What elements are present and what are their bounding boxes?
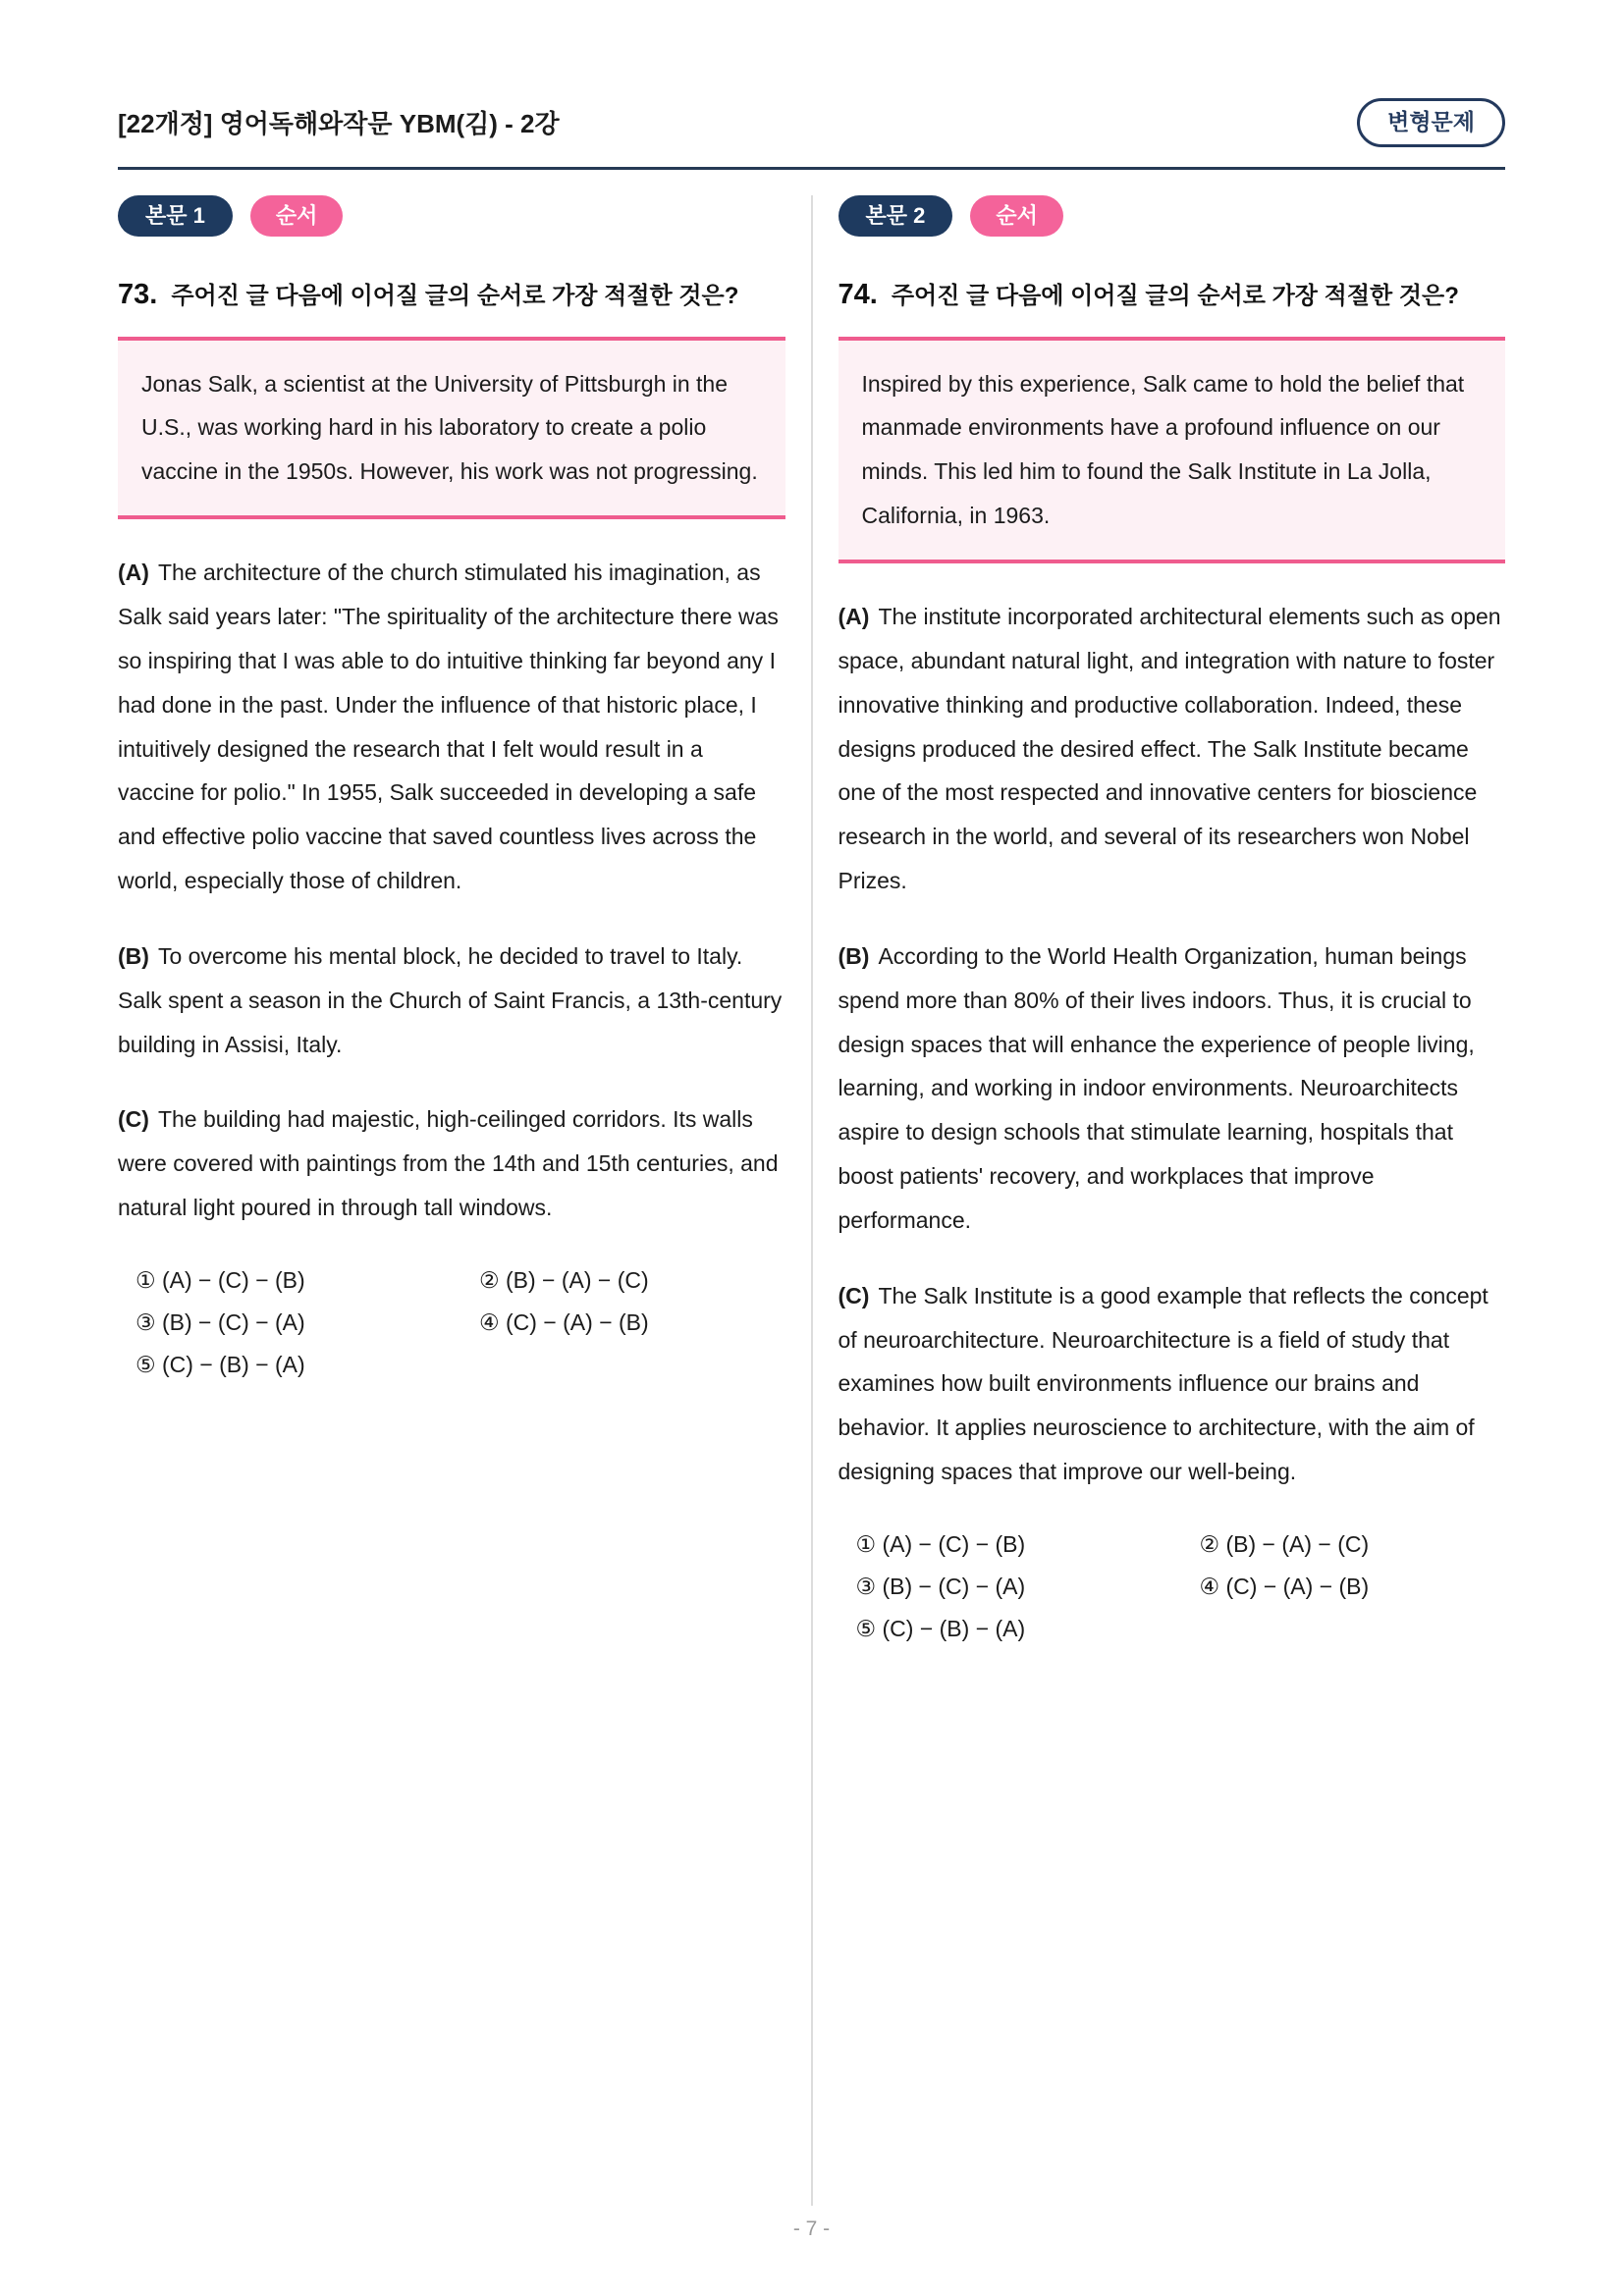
source-badge: 본문 2	[839, 195, 953, 237]
badge-row	[118, 195, 785, 237]
option-2: ② (B) − (A) − (C)	[479, 1266, 649, 1293]
paragraph-a	[839, 595, 1506, 903]
paragraph-text: The building had majestic, high-ceilinged corridors. Its walls were covered with paintings from the 14th and 15th centuries, and natural light poured in through tall windows.	[118, 1106, 779, 1221]
option-2: ② (B) − (A) − (C)	[1199, 1531, 1370, 1557]
passage-box	[839, 337, 1506, 563]
paragraph-c	[839, 1274, 1506, 1494]
paragraph-label: (C)	[838, 1282, 870, 1308]
passage-box	[118, 337, 785, 520]
option-1: ① (A) − (C) − (B)	[855, 1531, 1026, 1557]
page-header	[118, 98, 1505, 147]
badge-row	[839, 195, 1506, 237]
question-prompt: 주어진 글 다음에 이어질 글의 순서로 가장 적절한 것은?	[171, 282, 739, 309]
question-title	[839, 276, 1506, 311]
options-list	[118, 1267, 785, 1378]
options-list	[839, 1531, 1506, 1642]
paragraph-b	[839, 934, 1506, 1243]
option-5: ⑤ (C) − (B) − (A)	[855, 1616, 1026, 1641]
paragraph-c	[118, 1097, 785, 1230]
paragraph-label: (A)	[838, 603, 870, 629]
question-number: 73.	[118, 278, 158, 310]
variant-problem-badge: 변형문제	[1357, 98, 1505, 147]
header-rule	[118, 167, 1505, 170]
two-column-layout	[118, 195, 1505, 2206]
option-3: ③ (B) − (C) − (A)	[855, 1574, 1026, 1599]
paragraph-label: (C)	[118, 1106, 149, 1133]
type-badge: 순서	[970, 195, 1063, 237]
paragraph-text: To overcome his mental block, he decided to travel to Italy. Salk spent a season in the Church of Saint Francis, a 13th-century building in Assisi, Italy.	[118, 942, 783, 1057]
paragraph-label: (B)	[838, 942, 870, 969]
paragraph-label: (A)	[118, 560, 149, 586]
paragraph-b	[118, 934, 785, 1067]
passage-text: Inspired by this experience, Salk came to hold the belief that manmade environments have a profound influence on our minds. This led him to found the Salk Institute in La Jolla, California, in 1963.	[861, 370, 1465, 529]
option-1: ① (A) − (C) − (B)	[135, 1266, 305, 1293]
option-4: ④ (C) − (A) − (B)	[1199, 1574, 1370, 1599]
source-badge: 본문 1	[118, 195, 233, 237]
option-5: ⑤ (C) − (B) − (A)	[135, 1351, 305, 1377]
question-column-73	[118, 195, 811, 2206]
question-column-74	[813, 195, 1506, 2206]
question-number: 74.	[838, 278, 878, 310]
question-prompt: 주어진 글 다음에 이어질 글의 순서로 가장 적절한 것은?	[891, 282, 1459, 309]
type-badge: 순서	[250, 195, 344, 237]
paragraph-text: The Salk Institute is a good example that reflects the concept of neuroarchitecture. Neuroarchitecture is a field of study that examines how built environments influence our brains and behavior. It applies neuroscience to architecture, with the aim of designing spaces that improve our well-being.	[838, 1282, 1488, 1485]
paragraph-label: (B)	[118, 942, 149, 969]
option-3: ③ (B) − (C) − (A)	[135, 1308, 305, 1335]
paragraph-text: The institute incorporated architectural elements such as open space, abundant natural light, and integration with nature to foster innovative thinking and productive collaboration. Indeed, these designs produced the desired effect. The Salk Institute became one of the most respected and innovative centers for bioscience research in the world, and several of its researchers won Nobel Prizes.	[838, 603, 1501, 894]
passage-text: Jonas Salk, a scientist at the University of Pittsburgh in the U.S., was working hard in his laboratory to create a polio vaccine in the 1950s. However, his work was not progressing.	[141, 370, 758, 485]
paragraph-a	[118, 551, 785, 903]
option-4: ④ (C) − (A) − (B)	[479, 1308, 649, 1335]
header-title: [22개정] 영어독해와작문 YBM(김) - 2강	[118, 109, 560, 139]
paragraph-text: The architecture of the church stimulated his imagination, as Salk said years later: "The spirituality of the architecture there was so inspiring that I was able to do intuitive thinking far beyond any I had done in the past. Under the influence of that historic place, I intuitively designed the research that I felt would result in a vaccine for polio." In 1955, Salk succeeded in developing a safe and effective polio vaccine that saved countless lives across the world, especially those of children.	[118, 560, 779, 894]
question-title	[118, 276, 785, 311]
page-number: - 7 -	[792, 2217, 831, 2240]
paragraph-text: According to the World Health Organization, human beings spend more than 80% of their lives indoors. Thus, it is crucial to design spaces that will enhance the experience of people living, learning, and working in indoor environments. Neuroarchitects aspire to design schools that stimulate learning, hospitals that boost patients' recovery, and workplaces that improve performance.	[838, 942, 1475, 1233]
